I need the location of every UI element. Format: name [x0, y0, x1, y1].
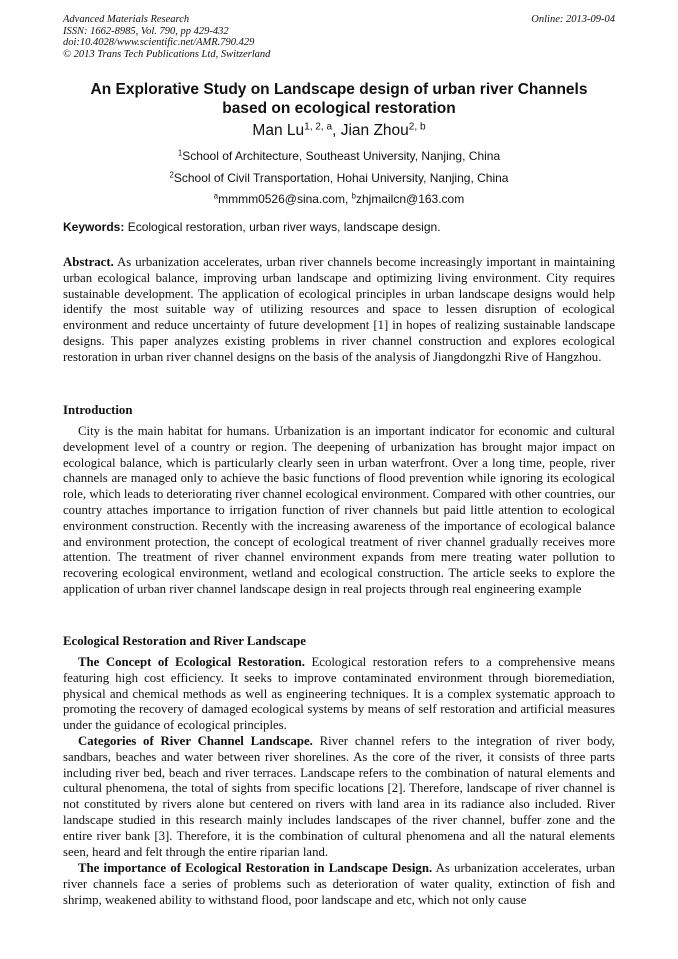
section-heading-ecological-restoration: Ecological Restoration and River Landscape: [63, 634, 306, 648]
introduction-paragraph: City is the main habitat for humans. Urbanization is an important indicator for economic and cultural development level of a country or region. The deepening of urbanization has brought major impact on ecological balance, which is particularly clearly seen in urban waterfront. Over a long time, people, river channels are managed only to achieve the basic functions of flood prevention while ignoring its ecological role, which leads to deteriorating river channel ecological environment. Compared with other countries, our country attaches importance to irrigation function of river channels but paid little attention to ecological environment construction. Recently with the increasing awareness of the importance of ecological balance and environment protection, the concept of ecological treatment of river channel gradually receives more attention. The treatment of river channel environment expands from mere treating water pollution to recovering ecological environment, wetland and ecological construction. The article seeks to explore the application of urban river channel landscape design in real projects through real engineering example: [63, 424, 615, 596]
keywords: [63, 220, 615, 235]
journal-header: [63, 14, 615, 60]
affiliation-text: School of Civil Transportation, Hohai University, Nanjing, China: [173, 171, 509, 185]
paper-title-line-1: An Explorative Study on Landscape design of urban river Channels: [90, 81, 588, 98]
affiliation-text: School of Architecture, Southeast University, Nanjing, China: [182, 149, 501, 163]
email-marker: b: [351, 191, 356, 201]
paper-title-line-2: based on ecological restoration: [222, 100, 456, 117]
author-affiliation-marker: 1, 2, a: [304, 121, 333, 133]
author-emails: [63, 192, 615, 207]
abstract-text: As urbanization accelerates, urban river channels become increasingly important in maintaining urban ecological balance, improving urban landscape and optimizing living environment. City requires sustainable development. The application of ecological principles in urban landscape designs would help identify the most suitable way of utilizing resources and space to lessen disruption of ecological environment and reduce uncertainty of future development [1] in hopes of realizing sustainable landscape designs. This paper analyzes existing problems in river channel construction and explores ecological restoration in urban river channel designs on the basis of the analysis of Jiangdongzhi Rive of Hangzhou.: [63, 255, 615, 364]
categories-paragraph: [63, 734, 615, 860]
journal-name: Advanced Materials Research: [63, 14, 190, 25]
author-name: Man Lu: [252, 122, 305, 139]
author-list: [63, 121, 615, 141]
abstract: [63, 255, 615, 366]
paragraph-lead: The Concept of Ecological Restoration.: [78, 655, 305, 669]
email-link[interactable]: zhjmailcn@163.com: [356, 192, 465, 206]
affiliation-marker: 2: [169, 170, 174, 180]
paper-title: [63, 80, 615, 118]
paragraph-text: As urbanization accelerates, urban river channels face a series of problems such as deterioration of water quality, extinction of fish and shrimp, weakened ability to withstand flood, poor landscape and etc, which not only cause: [63, 861, 615, 907]
concept-paragraph: [63, 655, 615, 734]
author-name: Jian Zhou: [340, 122, 409, 139]
online-date: Online: 2013-09-04: [531, 14, 615, 25]
paragraph-text: Ecological restoration refers to a comprehensive means featuring high cost efficiency. It seeks to improve contaminated environment through bioremediation, physical and chemical methods as well as engineering techniques. It is a complex systematic approach to promoting the recovery of damaged ecological systems by means of self restoration and artificial measures under the guidance of ecological principles.: [63, 655, 615, 733]
affiliation-2: [63, 171, 615, 186]
paragraph-lead: The importance of Ecological Restoration in Landscape Design.: [78, 861, 433, 875]
journal-issn: ISSN: 1662-8985, Vol. 790, pp 429-432: [63, 25, 229, 37]
email-marker: a: [213, 191, 219, 201]
email-link[interactable]: mmmm0526@sina.com: [218, 192, 345, 206]
importance-paragraph: [63, 861, 615, 908]
email-separator: ,: [344, 192, 352, 206]
section-heading-introduction: Introduction: [63, 403, 133, 417]
keywords-text: Ecological restoration, urban river ways, landscape design.: [124, 220, 441, 234]
keywords-label: Keywords:: [63, 220, 125, 234]
affiliation-marker: 1: [177, 148, 183, 158]
journal-copyright: © 2013 Trans Tech Publications Ltd, Switzerland: [63, 48, 271, 60]
abstract-label: Abstract.: [63, 255, 114, 269]
author-separator: ,: [332, 122, 341, 139]
affiliation-1: [63, 149, 615, 164]
journal-doi[interactable]: doi:10.4028/www.scientific.net/AMR.790.429: [63, 37, 255, 48]
author-affiliation-marker: 2, b: [408, 121, 426, 133]
paragraph-lead: Categories of River Channel Landscape.: [78, 734, 313, 748]
paragraph-text: River channel refers to the integration of river body, sandbars, beaches and water between river shorelines. As the core of the river, it consists of three parts including river bed, beach and river terraces. Landscape refers to the combination of natural elements and cultural phenomena, the total of sights from specific locations [2]. Therefore, landscape of river channel is not constituted by rivers alone but centered on rivers with land area in its radiance also included. River landscape studied in this research mainly includes landscapes of the river channel, buffer zone and the entire river bank [3]. Therefore, it is the combination of cultural phenomena and all the natural elements seen, heard and felt through the entire riparian land.: [63, 734, 615, 859]
